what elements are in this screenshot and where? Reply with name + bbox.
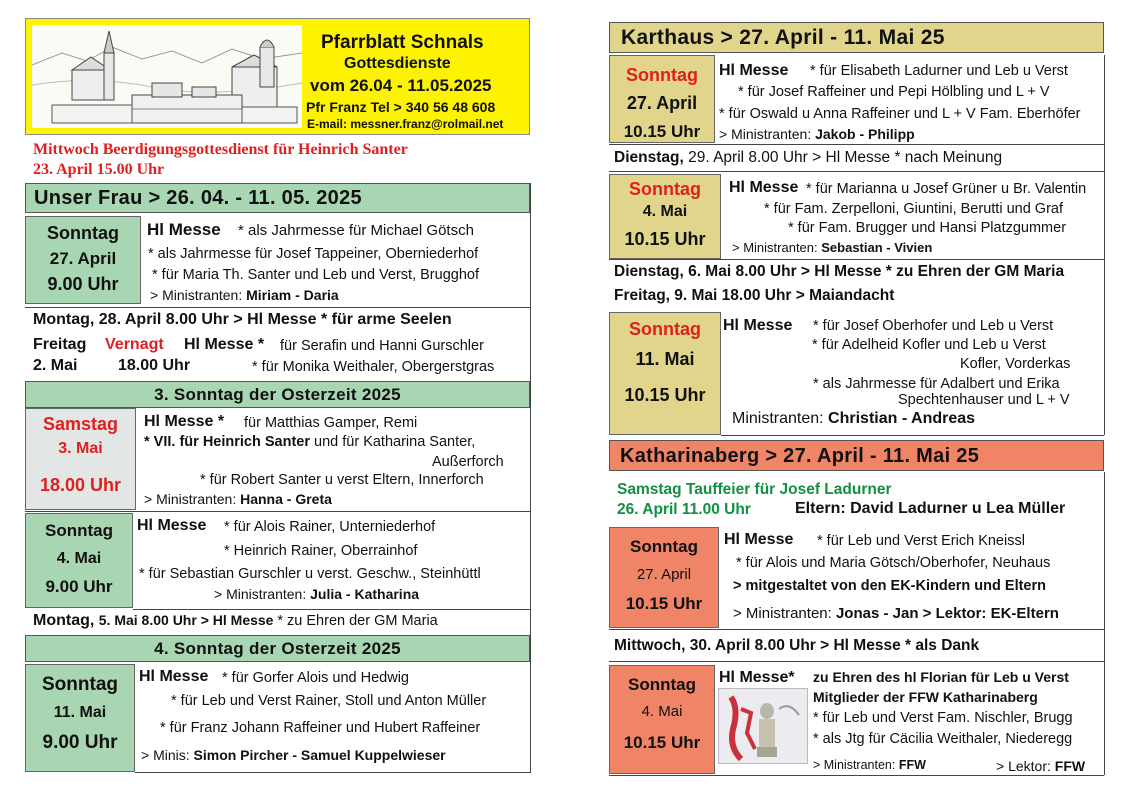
intention: * für Fam. Brugger und Hansi Platzgummer <box>788 220 1067 236</box>
intention: Kofler, Vorderkas <box>960 356 1071 372</box>
header-box <box>25 18 530 135</box>
day-box-sonntag-27-april: Sonntag 27. April 10.15 Uhr <box>609 55 715 143</box>
day-box-samstag-3-mai: Samstag 3. Mai 18.00 Uhr <box>25 408 136 510</box>
tauffeier-line1: Samstag Tauffeier für Josef Ladurner <box>617 481 892 498</box>
intention: * als Jahrmesse für Adalbert und Erika <box>813 376 1060 392</box>
montag-28-april: Montag, 28. April 8.00 Uhr > Hl Messe * für arme Seelen <box>33 311 452 328</box>
day-box-sonntag-4-mai: Sonntag 4. Mai 10.15 Uhr <box>609 174 721 259</box>
tauffeier-date: 26. April 11.00 Uhr <box>617 501 751 518</box>
lektor: > Lektor: FFW <box>996 758 1086 774</box>
freitag-9-mai: Freitag, 9. Mai 18.00 Uhr > Maiandacht <box>614 287 895 304</box>
intention: * für Oswald u Anna Raffeiner und L + V Fam. Eberhöfer <box>719 106 1081 122</box>
contact-phone: Pfr Franz Tel > 340 56 48 608 <box>306 99 496 115</box>
tauffeier-parents: Eltern: David Ladurner u Lea Müller <box>795 500 1066 517</box>
day-box-sonntag-11-mai: Sonntag 11. Mai 9.00 Uhr <box>25 664 135 772</box>
intention: Spechtenhauser und L + V <box>898 392 1070 408</box>
intention: * für Leb und Verst Fam. Nischler, Brugg <box>813 710 1073 726</box>
mass-label: Hl Messe <box>137 517 207 534</box>
mass-label: Hl Messe <box>723 317 793 334</box>
freitag-label: Freitag <box>33 336 87 353</box>
mass-label: Hl Messe * <box>184 336 265 353</box>
day-box-sonntag-4-mai: Sonntag 4. Mai 9.00 Uhr <box>25 513 133 608</box>
day-box-sonntag-27-april: Sonntag 27. April 10.15 Uhr <box>609 527 719 628</box>
contact-email: E-mail: messner.franz@rolmail.net <box>307 117 504 131</box>
intention: * als Jahrmesse für Michael Götsch <box>238 222 474 239</box>
osterzeit-3-heading: 3. Sonntag der Osterzeit 2025 <box>25 381 530 408</box>
intention: * für Leb und Verst Rainer, Stoll und Anton Müller <box>171 693 487 709</box>
intention: * für Alois Rainer, Unterniederhof <box>224 519 436 535</box>
florian-image <box>718 688 808 764</box>
ministrants: Ministranten: Christian - Andreas <box>732 410 976 427</box>
unser-frau-heading: Unser Frau > 26. 04. - 11. 05. 2025 <box>25 183 530 213</box>
dienstag-6-mai: Dienstag, 6. Mai 8.00 Uhr > Hl Messe * zu Ehren der GM Maria <box>614 263 1065 280</box>
dienstag-29-april: Dienstag, 29. April 8.00 Uhr > Hl Messe * nach Meinung <box>614 149 1003 166</box>
intention: * als Jahrmesse für Josef Tappeiner, Oberniederhof <box>148 246 479 262</box>
ministrants: > Ministranten: Jakob - Philipp <box>719 126 915 142</box>
day-box-sonntag-11-mai: Sonntag 11. Mai 10.15 Uhr <box>609 312 721 435</box>
ministrants: > Ministranten: Miriam - Daria <box>150 287 339 303</box>
ministrants: > Ministranten: Jonas - Jan > Lektor: EK-Eltern <box>733 605 1059 622</box>
ministrants: > Ministranten: FFW <box>813 758 926 772</box>
montag-5-mai: Montag, 5. Mai 8.00 Uhr > Hl Messe * zu Ehren der GM Maria <box>33 612 438 629</box>
intention: * für Marianna u Josef Grüner u Br. Valentin <box>806 181 1087 197</box>
intention: für Matthias Gamper, Remi <box>244 415 418 431</box>
mass-label: Hl Messe <box>719 62 789 79</box>
intention: * für Maria Th. Santer und Leb und Verst, Brugghof <box>152 267 479 283</box>
bulletin-period: vom 26.04 - 11.05.2025 <box>310 76 492 95</box>
intention: * für Elisabeth Ladurner und Leb u Verst <box>810 63 1068 79</box>
intention: * für Leb und Verst Erich Kneissl <box>817 533 1025 549</box>
intention: * für Josef Raffeiner und Pepi Hölbling und L + V <box>738 84 1050 100</box>
freitag-date: 2. Mai <box>33 357 78 374</box>
mass-label: Hl Messe* <box>719 669 795 686</box>
intention: * für Robert Santer u verst Eltern, Innerforch <box>200 472 484 488</box>
mass-label: Hl Messe <box>724 531 794 548</box>
intention: * VII. für Heinrich Santer und für Katharina Santer, <box>144 434 476 450</box>
mass-label: Hl Messe <box>729 179 799 196</box>
intention: > mitgestaltet von den EK-Kindern und Eltern <box>733 578 1046 594</box>
intention: * für Adelheid Kofler und Leb u Verst <box>812 337 1046 353</box>
funeral-notice-line2: 23. April 15.00 Uhr <box>33 161 165 178</box>
day-box-sonntag-27-april: Sonntag 27. April 9.00 Uhr <box>25 216 141 304</box>
intention: * für Fam. Zerpelloni, Giuntini, Berutti und Graf <box>764 201 1063 217</box>
intention: * für Josef Oberhofer und Leb u Verst <box>813 318 1054 334</box>
freitag-time: 18.00 Uhr <box>118 357 191 374</box>
intention: * Heinrich Rainer, Oberrainhof <box>224 543 418 559</box>
funeral-notice-line1: Mittwoch Beerdigungsgottesdienst für Heinrich Santer <box>33 141 408 158</box>
osterzeit-4-heading: 4. Sonntag der Osterzeit 2025 <box>25 635 530 662</box>
vernagt-label: Vernagt <box>105 336 164 353</box>
ministrants: > Ministranten: Hanna - Greta <box>144 491 332 507</box>
karthaus-heading: Karthaus > 27. April - 11. Mai 25 <box>609 22 1104 53</box>
intention: * für Gorfer Alois und Hedwig <box>222 670 409 686</box>
church-illustration <box>32 25 302 128</box>
intention: * für Franz Johann Raffeiner und Hubert Raffeiner <box>160 720 481 736</box>
intention: Außerforch <box>432 454 504 470</box>
day-box-sonntag-4-mai: Sonntag 4. Mai 10.15 Uhr <box>609 665 715 774</box>
mass-label: Hl Messe <box>147 220 221 239</box>
intention: * für Sebastian Gurschler u verst. Geschw., Steinhüttl <box>139 566 481 582</box>
intention: zu Ehren des hl Florian für Leb u Verst <box>813 669 1069 685</box>
ministrants: > Minis: Simon Pircher - Samuel Kuppelwieser <box>141 747 446 763</box>
katharinaberg-heading: Katharinaberg > 27. April - 11. Mai 25 <box>609 440 1104 471</box>
intention: * für Monika Weithaler, Obergerstgras <box>252 359 495 375</box>
bulletin-subtitle: Gottesdienste <box>344 55 451 72</box>
bulletin-title: Pfarrblatt Schnals <box>321 32 484 53</box>
intention: Mitglieder der FFW Katharinaberg <box>813 689 1038 705</box>
mass-label: Hl Messe * <box>144 413 225 430</box>
ministrants: > Ministranten: Sebastian - Vivien <box>732 240 933 255</box>
intention: für Serafin und Hanni Gurschler <box>280 338 484 354</box>
mittwoch-30-april: Mittwoch, 30. April 8.00 Uhr > Hl Messe * als Dank <box>614 637 980 654</box>
mass-label: Hl Messe <box>139 668 209 685</box>
ministrants: > Ministranten: Julia - Katharina <box>214 586 420 602</box>
intention: * als Jtg für Cäcilia Weithaler, Niederegg <box>813 731 1073 747</box>
intention: * für Alois und Maria Götsch/Oberhofer, Neuhaus <box>736 555 1051 571</box>
